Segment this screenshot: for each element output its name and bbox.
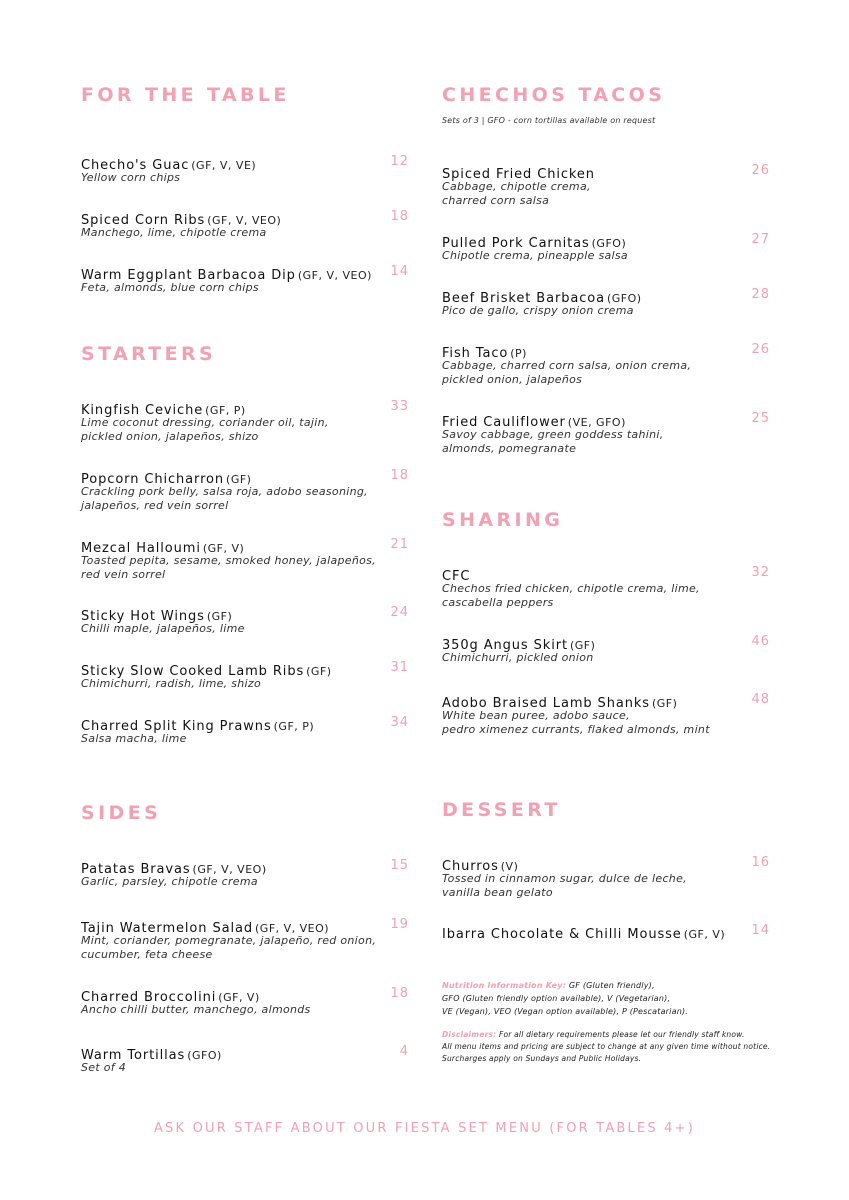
- disclaimer-line-3: Surcharges apply on Sundays and Public Holidays.: [442, 1054, 642, 1063]
- menu-item-dietary-tags: (VE, GFO): [567, 416, 626, 429]
- menu-item-header: [442, 565, 770, 582]
- menu-item-name: Pulled Pork Carnitas: [442, 236, 590, 251]
- menu-item-description: cucumber, feta cheese: [81, 948, 213, 961]
- nutrition-line-3: VE (Vegan), VEO (Vegan option available), P (Pescatarian).: [442, 1007, 689, 1016]
- menu-item-description: Yellow corn chips: [81, 171, 181, 184]
- section-title-dessert: DESSERT: [442, 799, 561, 821]
- menu-item-name: Patatas Bravas: [81, 862, 191, 877]
- nutrition-line-2: GFO (Gluten friendly option available), V (Vegetarian),: [442, 994, 671, 1003]
- section-title-for-the-table: FOR THE TABLE: [81, 84, 290, 106]
- menu-item-dietary-tags: (GF): [306, 665, 332, 678]
- menu-item-header: [81, 605, 409, 622]
- section-title-sides: SIDES: [81, 802, 162, 824]
- menu-item-dietary-tags: (GF): [569, 639, 596, 652]
- menu-item-description: pickled onion, jalapeños: [442, 373, 583, 386]
- menu-item: [442, 692, 770, 737]
- menu-item-description: red vein sorrel: [81, 568, 166, 581]
- menu-item-price: 46: [751, 634, 770, 649]
- menu-item-description: Cabbage, chipotle crema,: [442, 180, 591, 193]
- menu-item-dietary-tags: (GF): [206, 610, 233, 623]
- menu-item: [442, 565, 770, 610]
- menu-item-name: Spiced Fried Chicken: [442, 167, 595, 182]
- menu-item-price: 14: [751, 923, 770, 938]
- menu-item-price: 26: [751, 163, 770, 178]
- menu-item: [442, 342, 770, 387]
- menu-item-description: cascabella peppers: [442, 596, 554, 609]
- menu-item-price: 18: [390, 209, 409, 224]
- menu-item: [81, 154, 409, 185]
- menu-item-price: 25: [751, 411, 770, 426]
- menu-item-price: 33: [390, 399, 409, 414]
- menu-item-header: [81, 986, 409, 1003]
- menu-item-name: Charred Split King Prawns: [81, 719, 272, 734]
- menu-item-header: [81, 399, 409, 416]
- menu-item-price: 26: [751, 342, 770, 357]
- nutrition-key: [442, 979, 688, 1018]
- menu-item-price: 15: [390, 858, 409, 873]
- menu-item: [81, 209, 409, 240]
- menu-item-header: [442, 411, 770, 428]
- menu-item-description: pedro ximenez currants, flaked almonds, mint: [442, 723, 710, 736]
- menu-item: [81, 715, 409, 746]
- menu-item-header: [81, 858, 409, 875]
- menu-item-header: [442, 923, 770, 940]
- menu-item: [81, 986, 409, 1017]
- menu-item-dietary-tags: (GFO): [591, 237, 627, 250]
- section-title-chechos-tacos: CHECHOS TACOS: [442, 84, 666, 106]
- menu-item-price: 32: [751, 565, 770, 580]
- menu-item-dietary-tags: (P): [510, 347, 527, 360]
- tacos-note: Sets of 3 | GFO - corn tortillas available on request: [442, 116, 656, 125]
- menu-item-price: 18: [390, 986, 409, 1001]
- menu-item: [81, 399, 409, 444]
- menu-item-dietary-tags: (GF, V, VEO): [207, 214, 282, 227]
- menu-item-description: Garlic, parsley, chipotle crema: [81, 875, 258, 888]
- menu-item-dietary-tags: (GFO): [606, 292, 642, 305]
- menu-item-header: [81, 468, 409, 485]
- menu-item-header: [442, 692, 770, 709]
- nutrition-line-1: GF (Gluten friendly),: [568, 981, 655, 990]
- menu-item-description: pickled onion, jalapeños, shizo: [81, 430, 259, 443]
- menu-item-description: Salsa macha, lime: [81, 732, 187, 745]
- menu-item-name: Sticky Slow Cooked Lamb Ribs: [81, 664, 305, 679]
- menu-item-price: 31: [390, 660, 409, 675]
- disclaimer-line-2: All menu items and pricing are subject to change at any given time without notice.: [442, 1042, 771, 1051]
- menu-item: [442, 411, 770, 456]
- disclaimer-label: Disclaimers:: [442, 1030, 497, 1039]
- menu-item-name: CFC: [442, 569, 471, 584]
- menu-item-header: [81, 154, 409, 171]
- menu-item-dietary-tags: (GF, P): [205, 404, 246, 417]
- menu-item: [442, 855, 770, 900]
- menu-item-name: 350g Angus Skirt: [442, 638, 568, 653]
- menu-item-header: [81, 660, 409, 677]
- menu-item-price: 18: [390, 468, 409, 483]
- menu-item-name: Charred Broccolini: [81, 990, 217, 1005]
- menu-item-price: 27: [751, 232, 770, 247]
- menu-item-description: Pico de gallo, crispy onion crema: [442, 304, 634, 317]
- menu-item-header: [81, 1044, 409, 1061]
- menu-item-price: 14: [390, 264, 409, 279]
- menu-item-price: 21: [390, 537, 409, 552]
- menu-item-description: Toasted pepita, sesame, smoked honey, jalapeños,: [81, 554, 376, 567]
- menu-item: [81, 858, 409, 889]
- menu-item: [81, 468, 409, 513]
- menu-item-description: Manchego, lime, chipotle crema: [81, 226, 267, 239]
- menu-item-dietary-tags: (GF, V, VEO): [255, 922, 330, 935]
- menu-item-dietary-tags: (GF): [226, 473, 252, 486]
- menu-item-price: 48: [751, 692, 770, 707]
- menu-item-name: Beef Brisket Barbacoa: [442, 291, 605, 306]
- menu-item-description: Chimichurri, pickled onion: [442, 651, 594, 664]
- menu-item: [442, 287, 770, 318]
- menu-item-description: charred corn salsa: [442, 194, 550, 207]
- menu-item-dietary-tags: (GF, P): [273, 720, 315, 733]
- menu-item-dietary-tags: (GF, V): [202, 542, 245, 555]
- menu-item-dietary-tags: (GF, V, VEO): [297, 269, 372, 282]
- menu-item-price: 24: [390, 605, 409, 620]
- menu-item-price: 19: [390, 917, 409, 932]
- menu-item-description: Cabbage, charred corn salsa, onion crema,: [442, 359, 692, 372]
- menu-item-description: Crackling pork belly, salsa roja, adobo seasoning,: [81, 485, 368, 498]
- menu-item-description: Feta, almonds, blue corn chips: [81, 281, 259, 294]
- menu-item: [442, 232, 770, 263]
- menu-item-dietary-tags: (GF): [651, 697, 678, 710]
- menu-item-dietary-tags: (GF, V): [218, 991, 260, 1004]
- disclaimer-line-1: For all dietary requirements please let our friendly staff know.: [498, 1030, 745, 1039]
- menu-item-name: Warm Tortillas: [81, 1048, 186, 1063]
- menu-item: [442, 923, 770, 940]
- disclaimer: [442, 1029, 770, 1065]
- menu-item-dietary-tags: (GF, V, VE): [191, 159, 257, 172]
- menu-item-header: [81, 715, 409, 732]
- menu-item-description: Chilli maple, jalapeños, lime: [81, 622, 245, 635]
- menu-item-description: White bean puree, adobo sauce,: [442, 709, 630, 722]
- menu-item-dietary-tags: (GF, V): [683, 928, 726, 941]
- section-title-starters: STARTERS: [81, 343, 217, 365]
- menu-item-description: Mint, coriander, pomegranate, jalapeño, red onion,: [81, 934, 377, 947]
- menu-item-dietary-tags: (GF, V, VEO): [192, 863, 267, 876]
- menu-item-description: Ancho chilli butter, manchego, almonds: [81, 1003, 311, 1016]
- menu-item-dietary-tags: (GFO): [187, 1049, 222, 1062]
- menu-item-name: Adobo Braised Lamb Shanks: [442, 696, 650, 711]
- menu-item-price: 28: [751, 287, 770, 302]
- menu-item-name: Fried Cauliflower: [442, 415, 566, 430]
- menu-item-name: Fish Taco: [442, 346, 509, 361]
- menu-item: [81, 660, 409, 691]
- section-title-sharing: SHARING: [442, 509, 564, 531]
- menu-item-header: [81, 264, 409, 281]
- menu-item-name: Popcorn Chicharron: [81, 472, 225, 487]
- menu-item: [81, 917, 409, 962]
- menu-item-name: Warm Eggplant Barbacoa Dip: [81, 268, 296, 283]
- menu-item-header: [442, 634, 770, 651]
- menu-item-description: Chimichurri, radish, lime, shizo: [81, 677, 262, 690]
- menu-item: [81, 537, 409, 582]
- menu-item-description: vanilla bean gelato: [442, 886, 553, 899]
- menu-item-name: Mezcal Halloumi: [81, 541, 201, 556]
- menu-item-header: [442, 287, 770, 304]
- menu-item-description: jalapeños, red vein sorrel: [81, 499, 229, 512]
- menu-item-name: Sticky Hot Wings: [81, 609, 205, 624]
- menu-item-description: Tossed in cinnamon sugar, dulce de leche,: [442, 872, 687, 885]
- menu-item-price: 34: [390, 715, 409, 730]
- menu-item-description: almonds, pomegranate: [442, 442, 577, 455]
- menu-item-description: Chipotle crema, pineapple salsa: [442, 249, 628, 262]
- menu-item-name: Kingfish Ceviche: [81, 403, 204, 418]
- menu-item-description: Set of 4: [81, 1061, 127, 1074]
- menu-item-header: [442, 342, 770, 359]
- menu-item-description: Lime coconut dressing, coriander oil, tajin,: [81, 416, 329, 429]
- footer-banner: ASK OUR STAFF ABOUT OUR FIESTA SET MENU (FOR TABLES 4+): [153, 1121, 696, 1136]
- menu-item-price: 12: [390, 154, 409, 169]
- menu-item: [81, 264, 409, 295]
- menu-item: [442, 634, 770, 665]
- menu-item-header: [81, 209, 409, 226]
- menu-item-header: [81, 537, 409, 554]
- menu-item: [81, 605, 409, 636]
- menu-item-description: Chechos fried chicken, chipotle crema, lime,: [442, 582, 700, 595]
- menu-item-name: Spiced Corn Ribs: [81, 213, 206, 228]
- menu-item-dietary-tags: (V): [500, 860, 519, 873]
- menu-item-description: Savoy cabbage, green goddess tahini,: [442, 428, 664, 441]
- menu-item-name: Tajin Watermelon Salad: [81, 921, 253, 936]
- menu-item-name: Checho's Guac: [81, 158, 190, 173]
- menu-item: [81, 1044, 409, 1075]
- nutrition-key-label: Nutrition Information Key:: [442, 981, 567, 990]
- menu-item-price: 4: [399, 1044, 409, 1059]
- menu-item-header: [442, 855, 770, 872]
- menu-item-header: [442, 232, 770, 249]
- menu-item-name: Ibarra Chocolate & Chilli Mousse: [442, 927, 682, 942]
- menu-item-name: Churros: [442, 859, 499, 874]
- menu-item: [442, 163, 770, 208]
- menu-item-header: [442, 163, 770, 180]
- menu-item-header: [81, 917, 409, 934]
- menu-item-price: 16: [751, 855, 770, 870]
